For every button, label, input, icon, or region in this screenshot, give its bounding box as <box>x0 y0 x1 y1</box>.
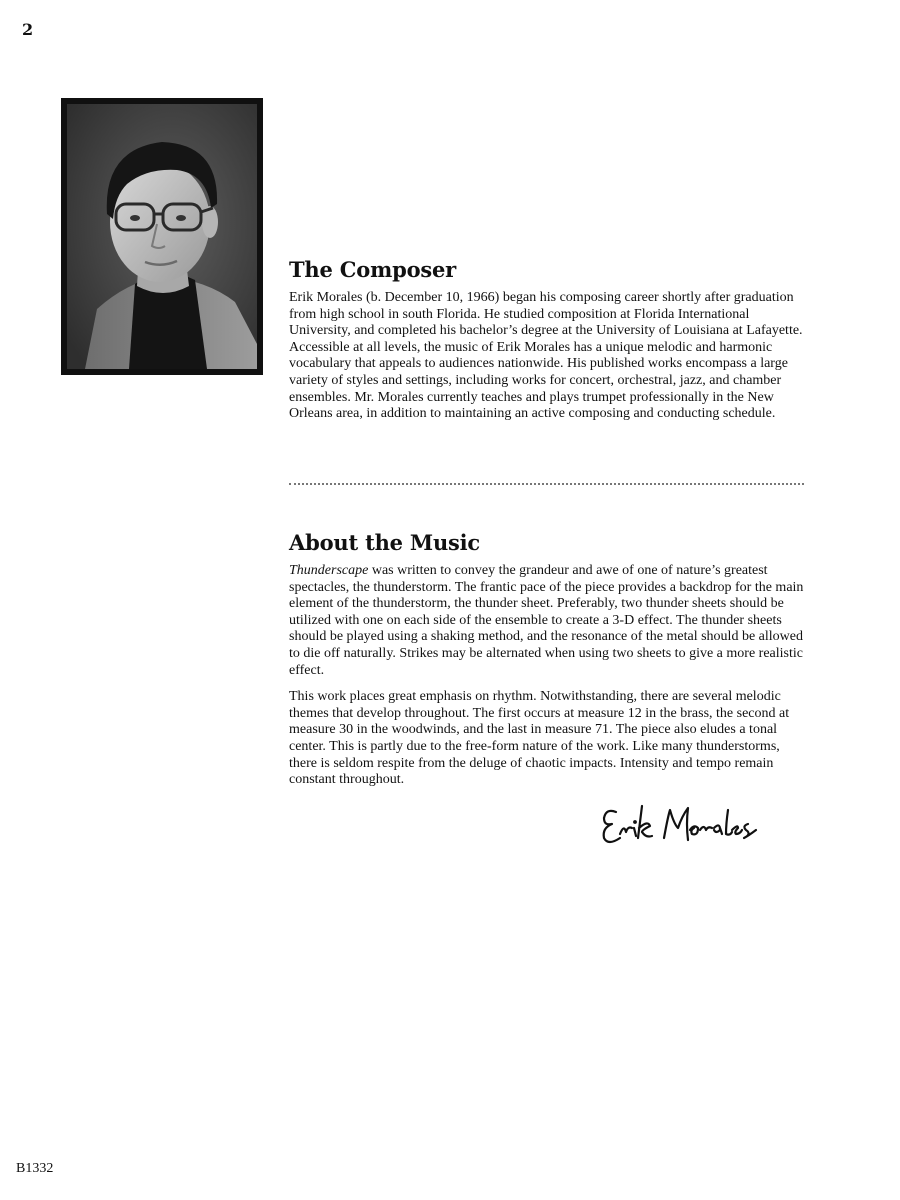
section-divider <box>289 483 804 485</box>
catalog-code: B1332 <box>16 1161 54 1176</box>
composer-portrait <box>61 98 263 375</box>
page-number: 2 <box>22 20 34 39</box>
about-music-section <box>289 530 804 799</box>
composer-signature <box>598 794 768 854</box>
paragraph-1-text: was written to convey the grandeur and awe of one of nature’s greatest spectacles, the thunderstorm. The frantic pace of the piece provides a backdrop for the main element of the thunderstorm, the thunder sheet. Preferably, two thunder sheets should be utilized with one on each side of the ensemble to create a 3-D effect. The thunder sheets should be played using a shaking method, and the resonance of the metal should be allowed to die off naturally. Strikes may be alternated when using two sheets to give a more realistic effect. <box>289 563 804 678</box>
composer-heading: The Composer <box>289 257 457 282</box>
composer-section <box>289 257 804 433</box>
about-music-paragraph-2: This work places great emphasis on rhythm. Notwithstanding, there are several melodic themes that develop throughout. The first occurs at measure 12 in the brass, the second at measure 30 in the woodwinds, and the last in measure 71. The piece also eludes a tonal center. This is partly due to the free-form nature of the work. Like many thunderstorms, there is seldom respite from the deluge of chaotic impacts. Intensity and tempo remain constant throughout. <box>289 689 790 788</box>
about-music-paragraph-1 <box>289 563 804 679</box>
about-music-heading: About the Music <box>289 530 481 555</box>
piece-title: Thunderscape <box>289 563 369 578</box>
portrait-photo-icon <box>67 104 257 369</box>
composer-bio: Erik Morales (b. December 10, 1966) began his composing career shortly after graduation from high school in south Florida. He studied composition at Florida International University, and completed his bachelor’s degree at the University of Louisiana at Lafayette. Accessible at all levels, the music of Erik Morales has a unique melodic and harmonic vocabulary that appeals to audiences nationwide. His published works encompass a large variety of styles and settings, including works for concert, orchestral, jazz, and chamber ensembles. Mr. Morales currently teaches and plays trumpet professionally in the New Orleans area, in addition to maintaining an active composing and conducting schedule. <box>289 290 803 422</box>
